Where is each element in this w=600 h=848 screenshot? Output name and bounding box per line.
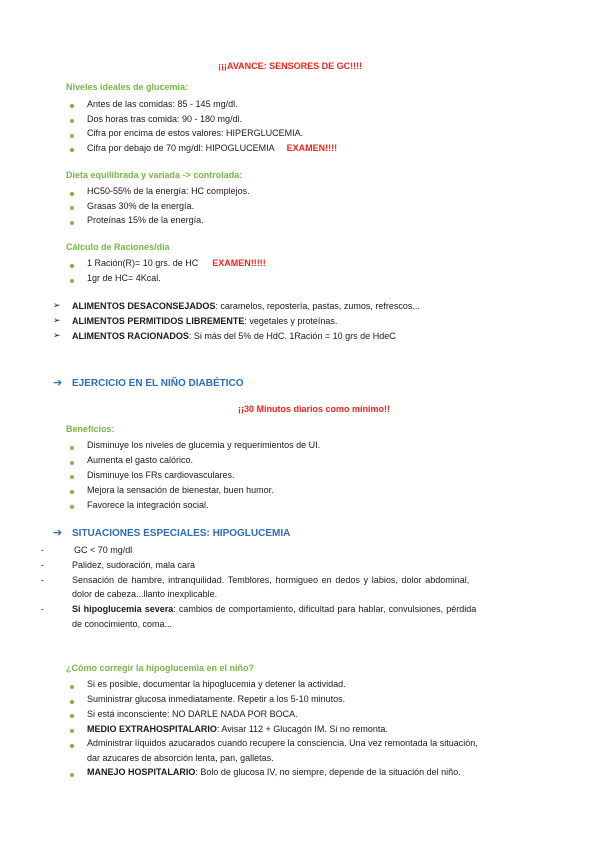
severa-text: : cambios de comportamiento, dificultad para hablar, convulsiones, pérdida xyxy=(173,604,477,614)
corregir-item: Si es posible, documentar la hipoglucemia y detener la actividad. xyxy=(87,679,346,689)
dieta-item: HC50-55% de la energía: HC complejos. xyxy=(87,186,250,196)
alimentos-text: : Si más del 5% de HdC. 1Ración = 10 grs de HdeC xyxy=(188,331,396,341)
raciones-item-text: 1 Ración(R)= 10 grs. de HC xyxy=(87,258,199,268)
corregir-item: Suministrar glucosa inmediatamente. Repetir a los 5-10 minutos. xyxy=(87,694,346,704)
hipoglucemia-severa xyxy=(72,604,476,614)
arrow-bullet-icon: ➢ xyxy=(53,330,61,340)
alimentos-text: : vegetales y proteínas. xyxy=(244,316,338,326)
severa-label: Si hipoglucemia severa xyxy=(72,604,174,614)
dieta-item: Proteínas 15% de la energía. xyxy=(87,215,204,225)
bullet-dot xyxy=(70,134,74,138)
bullet-dot xyxy=(70,192,74,196)
bullet-dot xyxy=(70,446,74,450)
corregir-item xyxy=(87,724,388,734)
corregir-item-cont: dar azucares de absorción lenta, pan, galletas. xyxy=(87,753,274,763)
raciones-item xyxy=(87,258,266,268)
glucemia-item-text: Cifra por debajo de 70 mg/dl: HIPOGLUCEMIA xyxy=(87,143,275,153)
bullet-dot xyxy=(70,744,74,748)
glucemia-item: Cifra por encima de estos valores: HIPERGLUCEMIA. xyxy=(87,128,304,138)
dash-bullet: - xyxy=(41,604,44,614)
glucemia-item: Dos horas tras comida: 90 - 180 mg/dl. xyxy=(87,114,243,124)
bullet-dot xyxy=(70,475,74,479)
dash-bullet: - xyxy=(41,575,44,585)
hipoglucemia-item: Palidez, sudoración, mala cara xyxy=(72,560,196,570)
ejercicio-subtitle: ¡¡30 Minutos diarios como mínimo!! xyxy=(238,404,391,414)
bullet-dot xyxy=(70,148,74,152)
hospitalario-text: : Bolo de glucosa IV, no siempre, depende de la situación del niño. xyxy=(195,767,461,777)
ejercicio-heading: EJERCICIO EN EL NIÑO DIABÉTICO xyxy=(72,378,244,389)
hipoglucemia-heading: SITUACIONES ESPECIALES: HIPOGLUCEMIA xyxy=(72,528,291,539)
bullet-dot xyxy=(70,490,74,494)
corregir-item: Si está inconsciente: NO DARLE NADA POR BOCA. xyxy=(87,709,298,719)
bullet-dot xyxy=(70,206,74,210)
beneficio-item: Mejora la sensación de bienestar, buen humor. xyxy=(87,485,274,495)
glucemia-heading: Niveles ideales de glucemia: xyxy=(66,82,189,92)
alimentos-text: : caramelos, repostería, pastas, zumos, refrescos... xyxy=(215,301,420,311)
bullet-dot xyxy=(70,461,74,465)
dieta-heading: Dieta equilibrada y variada -> controlada: xyxy=(66,170,243,180)
bullet-dot xyxy=(70,714,74,718)
extrahospitalario-text: : Avisar 112 + Glucagón IM. Si no remonta. xyxy=(216,724,388,734)
corregir-item xyxy=(87,767,461,777)
bullet-dot xyxy=(70,279,74,283)
dash-bullet: - xyxy=(41,545,44,555)
dash-bullet: - xyxy=(41,560,44,570)
alimentos-label: ALIMENTOS PERMITIDOS LIBREMENTE xyxy=(72,316,245,326)
beneficio-item: Disminuye los niveles de glucemia y requerimientos de UI. xyxy=(87,440,321,450)
arrow-right-icon: ➔ xyxy=(53,377,63,389)
page-title: ¡¡¡AVANCE: SENSORES DE GC!!!! xyxy=(218,61,363,71)
beneficio-item: Aumenta el gasto calórico. xyxy=(87,455,194,465)
alimentos-item xyxy=(72,301,420,311)
alimentos-label: ALIMENTOS RACIONADOS xyxy=(72,331,189,341)
bullet-dot xyxy=(70,221,74,225)
bullet-dot xyxy=(70,685,74,689)
hipoglucemia-item: GC < 70 mg/dl xyxy=(74,545,133,555)
alimentos-label: ALIMENTOS DESACONSEJADOS xyxy=(72,301,216,311)
raciones-heading: Cálculo de Raciones/día xyxy=(66,242,170,252)
extrahospitalario-label: MEDIO EXTRAHOSPITALARIO xyxy=(87,724,217,734)
alimentos-item xyxy=(72,316,337,326)
examen-tag: EXAMEN!!!! xyxy=(286,143,338,153)
bullet-dot xyxy=(70,773,74,777)
bullet-dot xyxy=(70,119,74,123)
corregir-item: Administrar líquidos azucarados cuando recupere la consciencia. Una vez remontada la situación, xyxy=(87,738,478,748)
hipoglucemia-severa-cont: de conocimiento, coma... xyxy=(72,619,173,629)
bullet-dot xyxy=(70,505,74,509)
hospitalario-label: MANEJO HOSPITALARIO xyxy=(87,767,196,777)
hipoglucemia-item: Sensación de hambre, intranquilidad. Temblores, hormigueo en dedos y labios, dolor abdominal, xyxy=(72,575,470,585)
alimentos-item xyxy=(72,331,396,341)
examen-tag: EXAMEN!!!!! xyxy=(212,258,266,268)
beneficios-heading: Beneficios: xyxy=(66,424,115,434)
beneficio-item: Disminuye los FRs cardiovasculares. xyxy=(87,470,235,480)
arrow-bullet-icon: ➢ xyxy=(53,315,61,325)
hipoglucemia-item-cont: dolor de cabeza...llanto inexplicable. xyxy=(72,589,218,599)
corregir-heading: ¿Cómo corregir la hipoglucemia en el niño? xyxy=(66,663,255,673)
bullet-dot xyxy=(70,729,74,733)
raciones-item: 1gr de HC= 4Kcal. xyxy=(87,273,161,283)
beneficio-item: Favorece la integración social. xyxy=(87,500,209,510)
arrow-bullet-icon: ➢ xyxy=(53,300,61,310)
bullet-dot xyxy=(70,104,74,108)
bullet-dot xyxy=(70,264,74,268)
glucemia-item xyxy=(87,143,337,153)
arrow-right-icon: ➔ xyxy=(53,527,63,539)
glucemia-item: Antes de las comidas: 85 - 145 mg/dl. xyxy=(87,99,238,109)
dieta-item: Grasas 30% de la energía. xyxy=(87,201,195,211)
bullet-dot xyxy=(70,700,74,704)
